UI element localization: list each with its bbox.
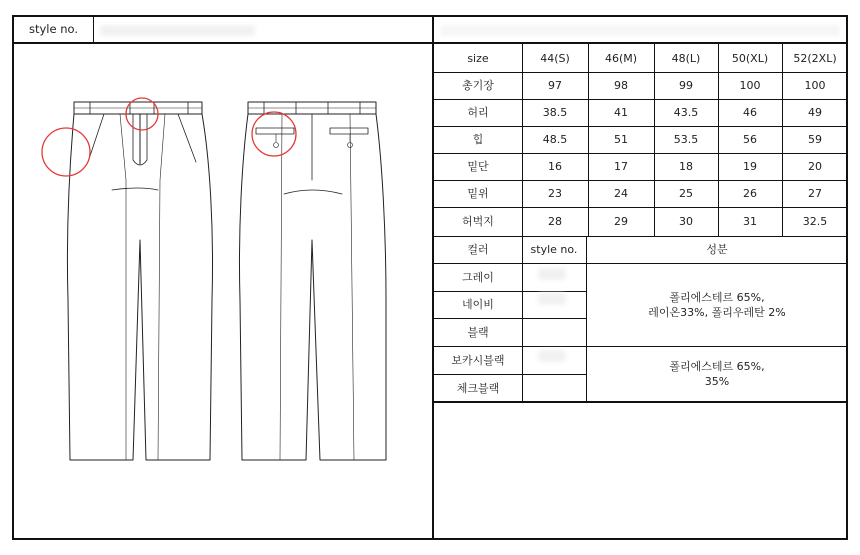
size-value-cell: 27 xyxy=(808,187,822,200)
size-value-cell: 56 xyxy=(743,133,757,146)
size-value-cell: 26 xyxy=(743,187,757,200)
size-value-cell: 43.5 xyxy=(673,106,699,119)
size-value-cell: 28 xyxy=(548,215,562,228)
size-value-cell: 29 xyxy=(614,215,628,228)
composition-line: 레이온33%, 폴리우레탄 2% xyxy=(648,306,786,319)
size-value-cell: 23 xyxy=(548,187,562,200)
color-name-cell: 네이비 xyxy=(462,298,494,311)
style-no-label: style no. xyxy=(28,22,78,36)
size-header-cell: 48(L) xyxy=(671,51,701,65)
size-value-cell: 38.5 xyxy=(542,106,568,119)
size-row-label: 힙 xyxy=(472,133,484,146)
size-value-cell: 100 xyxy=(804,79,826,92)
size-value-cell: 97 xyxy=(548,79,562,92)
size-value-cell: 16 xyxy=(548,160,562,173)
color-name-cell: 그레이 xyxy=(462,270,494,284)
style-no-value-redacted xyxy=(100,25,255,36)
color-name-cell: 블랙 xyxy=(467,325,489,339)
size-value-cell: 51 xyxy=(614,133,628,146)
size-value-cell: 59 xyxy=(808,133,822,146)
size-header-cell: 46(M) xyxy=(604,51,638,65)
size-value-cell: 32.5 xyxy=(802,215,828,228)
color-header-cell: 성분 xyxy=(706,243,728,256)
size-value-cell: 18 xyxy=(679,160,693,173)
header-right-redacted xyxy=(440,25,840,36)
size-value-cell: 53.5 xyxy=(673,133,699,146)
size-value-cell: 49 xyxy=(808,106,822,119)
color-name-cell: 체크블랙 xyxy=(456,381,500,395)
size-row-label: 밑단 xyxy=(467,160,489,173)
composition-line: 폴리에스테르 65%, xyxy=(669,360,765,373)
size-value-cell: 41 xyxy=(614,106,628,119)
color-header-cell: style no. xyxy=(530,243,578,256)
size-value-cell: 24 xyxy=(614,187,628,200)
size-value-cell: 30 xyxy=(679,215,693,228)
size-value-cell: 98 xyxy=(614,79,628,92)
composition-line: 35% xyxy=(704,375,730,388)
size-header-cell: 52(2XL) xyxy=(793,51,837,65)
size-row-label: 총기장 xyxy=(462,79,494,92)
size-value-cell: 20 xyxy=(808,160,822,173)
size-value-cell: 17 xyxy=(614,160,628,173)
back-outline xyxy=(239,114,386,460)
front-outline xyxy=(67,114,212,460)
size-header-cell: 50(XL) xyxy=(731,51,769,65)
size-row-label: 허리 xyxy=(467,106,489,119)
color-header-cell: 컬러 xyxy=(467,243,489,256)
size-value-cell: 46 xyxy=(743,106,757,119)
size-value-cell: 100 xyxy=(739,79,761,92)
size-header-cell: 44(S) xyxy=(540,51,570,65)
size-value-cell: 48.5 xyxy=(542,133,568,146)
size-header-cell: size xyxy=(467,51,489,65)
style-no-divider xyxy=(93,15,94,43)
size-row-label: 밑위 xyxy=(467,187,489,200)
color-name-cell: 보카시블랙 xyxy=(451,353,505,367)
pants-technical-drawing xyxy=(30,90,410,475)
size-value-cell: 19 xyxy=(743,160,757,173)
size-value-cell: 31 xyxy=(743,215,757,228)
header-divider xyxy=(12,42,848,44)
composition-line: 폴리에스테르 65%, xyxy=(669,291,765,304)
size-value-cell: 25 xyxy=(679,187,693,200)
detail-marker-side-pocket xyxy=(42,128,90,176)
center-divider xyxy=(432,15,434,540)
back-view xyxy=(239,102,386,460)
size-row-label: 허벅지 xyxy=(462,215,494,228)
size-value-cell: 99 xyxy=(679,79,693,92)
